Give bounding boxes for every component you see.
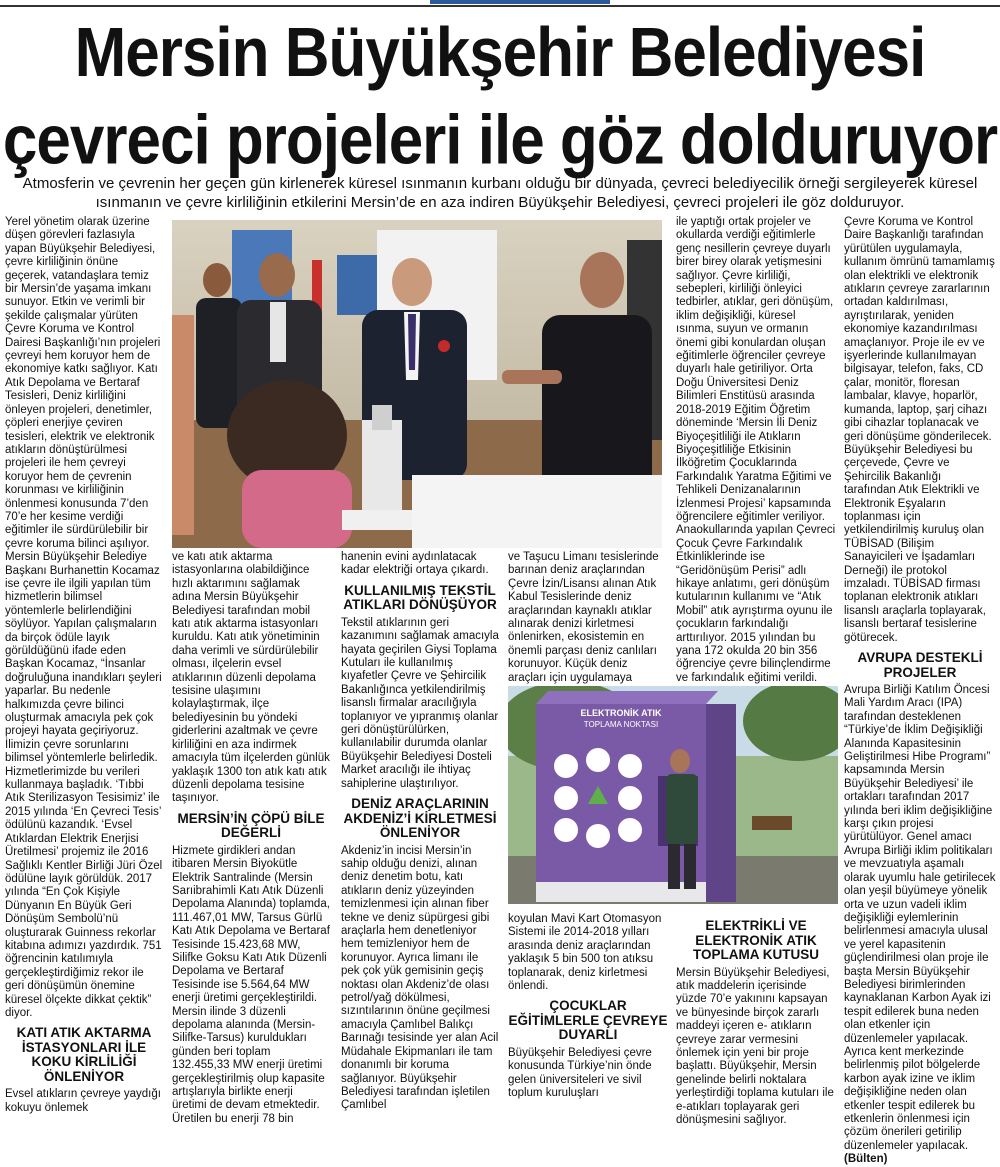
kiosk-sign-line-1: ELEKTRONİK ATIK (580, 708, 662, 718)
column-3-paragraph-1: hanenin evini aydınlatacak kadar elektriği ortaya çıkardı. (341, 551, 489, 577)
photo-ewaste-kiosk-drawing (508, 686, 838, 904)
headline-line-1: Mersin Büyükşehir Belediyesi (74, 14, 926, 92)
column-5-paragraph-2: Mersin Büyükşehir Belediyesi, atık maddelerin içerisinde yüzde 70’e yakınını kapsayan ve bünyesinde birçok zararlı maddeyi içeren e- atıkların çevreye zarar vermesini önlemek için yeni bir proje başlattı. Büyükşehir, Mersin genelinde belirli noktalara yerleştirdiği toplama kutuları ile e-atıkları toplayarak geri dönüşmesini sağlıyor. (676, 966, 834, 1126)
column-3-paragraph-2: Tekstil atıklarının geri kazanımını sağlamak amacıyla hayata geçirilen Giysi Toplama Kutuları ile kullanılmış kıyafetler Çevre ve Şehircilik Bakanlığınca yetkilendirilmiş lisanslı firmalar aracılığıyla toplanıyor ve yıpranmış olanlar geri dönüştürülürken, kullanılabilir durumda olanlar Büyükşehir Belediyesi Dosteli Market aracılığı ile ihtiyaç sahiplerine ulaştırılıyor. (341, 616, 499, 790)
column-1-subheading: KATI ATIK AKTARMA İSTASYONLARI İLE KOKU KİRLİLİĞİ ÖNLENİYOR (16, 1025, 152, 1084)
top-rule (0, 0, 1000, 10)
lead-paragraph: Atmosferin ve çevrenin her geçen gün kirlenerek küresel ısınmanın kurbanı olduğu bir dünyada, çevreci belediyecilik örneği sergileyerek küresel ısınmanın ve çevre kirliliğinin etkilerini Mersin’de en aza indiren Büyükşehir Belediyesi, çevreci projeleri ile göz dolduruyor. (22, 175, 978, 211)
column-2-subheading: MERSİN’İN ÇÖPÜ BİLE DEĞERLİ (177, 810, 325, 841)
column-2-paragraph-1: ve katı atık aktarma istasyonlarına olabildiğince hızlı aktarımını sağlamak adına Mersin Büyükşehir Belediyesi tarafından mobil katı atık aktarma istasyonları kuruldu. Katı atık yönetiminin daha verimli ve sürdürülebilir olması, ilçelerin evsel atıklarının düzenli depolama tesisine ulaşımını kolaylaştırmak, ilçe belediyesinin bu yöndeki giderlerini azaltmak ve çevre kirliliğini en aza indirmek amacıyla tüm ilçelerden günlük yaklaşık 1300 ton atık katı atık düzenli depolama tesisine taşınıyor. (172, 551, 330, 805)
kiosk-sign-line-2: TOPLAMA NOKTASI (583, 720, 659, 729)
byline-signature: (Bülten) (844, 1153, 888, 1166)
column-4-paragraph-2: koyulan Mavi Kart Otomasyon Sistemi ile 2014-2018 yılları arasında deniz araçlarından yaklaşık 5 bin 500 ton atıksu toplanarak, deniz kirletmesi önlendi. (508, 913, 662, 993)
column-4-paragraph-3: Büyükşehir Belediyesi çevre konusunda Türkiye’nin önde gelen üniversiteleri ve sivil toplum kuruluşları (508, 1046, 652, 1100)
column-3-subheading-2: DENİZ ARAÇLARININ AKDENİZ’İ KİRLETMESİ ÖNLENİYOR (343, 796, 497, 841)
column-6-paragraph-2: Avrupa Birliği Katılım Öncesi Mali Yardım Aracı (IPA) tarafından desteklenen “Türkiye’de İklim Değişikliği Alanında Kapasitesinin Geliştirilmesi Hibe Programı” kapsamında Mersin Büyükşehir Belediyesi’ ile ortakları tarafından 2017 yılında beri iklim değişikliğine karşı çıkın projesi yürütülüyor. Genel amacı Avrupa Birliği iklim politikaları ve mevzuatıyla aşamalı olarak uyumlu hale getirilecek olan yeşil büyümeye yönelik orta ve uzun vadeli iklim değişikliği eylemlerinin belirlenmesi amacıyla ulusal ve yerel kapasitenin güçlendirilmesi olan proje ile başta Mersin Büyükşehir Belediyesi birimlerinden kaynaklanan Karbon Ayak izi tespit edilerek buna neden olan etkenler için düzenlemeler yapılacak. Ayrıca kent merkezinde belirlenmiş pilot bölgelerde karbon ayak izine ve iklim değişikliğine neden olan etkenler tespit edilerek bu etkenlerin önlenmesi için çözüm önerileri getirilip düzenlemeler yapılacak. (844, 684, 996, 1152)
column-6-paragraph-1: Çevre Koruma ve Kontrol Daire Başkanlığı tarafından yürütülen uygulamayla, kullanım ömrünü tamamlamış olan elektrikli ve elektronik atıkların çevreye zararlarının ortadan kaldırılması, ayrıştırılarak, yeniden ekonomiye kazandırılması amaçlanıyor. Proje ile ev ve işyerlerinde kullanılmayan bilgisayar, telefon, faks, CD çalar, monitör, floresan lambalar, klavye, hoparlör, kumanda, laptop, şarj cihazı gibi cihazlar toplanacak ve geri dönüşüme gönderilecek. Büyükşehir Belediyesi bu çerçevede, Çevre ve Şehircilik Bakanlığı tarafından Atık Elektrikli ve Elektronik Eşyaların toplanması için yetkilendirilmiş kuruluş olan TÜBİSAD (Bilişim Sanayicileri ve İşadamları Derneği) ile protokol imzaladı. TÜBİSAD firması toplanan elektronik atıkları lisanslı araçlarla toplayarak, lisanslı bertaraf tesislerine götürecek. (844, 216, 995, 644)
column-3-subheading-1: KULLANILMIŞ TEKSTİL ATIKLARI DÖNÜŞÜYOR (343, 582, 497, 613)
headline-line-2: çevreci projeleri ile göz dolduruyor (2, 101, 998, 180)
column-6 (844, 216, 996, 1167)
photo-ewaste-kiosk (508, 686, 838, 904)
headline (0, 10, 1000, 185)
column-5 (676, 216, 836, 685)
column-1-paragraph-2: Evsel atıkların çevreye yaydığı kokuyu önlemek (5, 1088, 161, 1114)
photo-officials-microscope (172, 220, 662, 548)
column-3 (341, 551, 499, 1113)
column-4 (508, 551, 668, 685)
column-6-subheading: AVRUPA DESTEKLİ PROJELER (857, 650, 983, 680)
top-rule-tab (430, 0, 610, 4)
column-2 (172, 551, 330, 1126)
column-2-paragraph-2: Hizmete girdikleri andan itibaren Mersin Biyokütle Elektrik Santralinde (Mersin Sarıibrahimli Katı Atık Düzenli Depolama Alanında) toplamda, 111.467,01 MW, Tarsus Gürlü Katı Atık Depolama ve Bertaraf Tesisinde 15.423,68 MW, Silifke Goksu Katı Atık Düzenli Depolama ve Bertaraf Tesisinde ise 5.564,64 MW enerji üretimi gerçekleştirildi. Mersin ilinde 3 düzenli depolama alanında (Mersin-Silifke-Tarsus) kuruldukları günden beri toplam 132.455,33 MW enerji üretimi gerçekleştirilmiş olup kapasite artışlarıyla birlikte enerji üretimi de devam etmektedir. Üretilen bu enerji 78 bin (172, 844, 330, 1125)
photo-officials-microscope-drawing (172, 220, 662, 548)
column-1-paragraph-1: Yerel yönetim olarak üzerine düşen görevleri fazlasıyla yapan Büyükşehir Belediyesi, çevre kirliliğinin önüne geçerek, vatandaşlara temiz bir Mersin’de yaşama imkanı sunuyor. Etkin ve verimli bir şekilde çalışmalar yürüten Çevre Koruma ve Kontrol Dairesi Başkanlığı’nın projeleri çevreyi hem koruyor hem de ekonomiye katkı sağlıyor. Katı Atık Depolama ve Bertaraf Tesisleri, Deniz kirliliğini önleyen projeleri, denetimler, çöpleri enerjiye çeviren tesisleri, elektrik ve elektronik atıkların dönüştürülmesi projeleri ile hem çevreyi koruyor hem de çevrenin korunması ve kirliliğinin önlenmesi konusunda 7’den 70’e her kesime verdiği eğitimler ile sürdürülebilir bir çevre koruma bilinci aşılıyor. Mersin Büyükşehir Belediye Başkanı Burhanettin Kocamaz ise çevre ile ilgili yapılan tüm hizmetlerin bilimsel yöntemlerle belirlendiğini söylüyor. Yapılan çalışmaların da birçok ödüle layık görüldüğünü ifade eden Başkan Kocamaz, “İnsanlar doğruluğuna inandıkları şeyleri yaparlar. Bu nedenle halkımızda çevre bilinci oluşturmak amacıyla pek çok projeyi hayata geçiriyoruz. İlimizin çevre sorunlarını bilimsel yöntemlerle belirledik. Hizmetlerimizde bu verileri kullanmaya başladık. ‘Tıbbi Atık Sterilizasyon Tesisimiz’ ile 2015 yılında ‘En Çevreci Tesis’ ödülünü kazandık. ‘Evsel Atıklardan Elektrik Enerjisi Üretilmesi’ projemiz ile 2016 Sağlıklı Kentler Birliği Jüri Özel ödülüne layık görüldük. 2017 yılında “En Çok Kişiyle Dünyanın En Büyük Geri Dönüşüm Sembolü’nü oluşturarak Guinness rekorlar kitabına adımızı yazdırdık. 751 öğrencinin katılımıyla gerçekleştirdiğimiz rekor ile geri dönüşümün önemine küresel ölçekte dikkat çektik” diyor. (5, 216, 163, 1019)
column-3-paragraph-3: Akdeniz’in incisi Mersin’in sahip olduğu denizi, alınan deniz denetim botu, katı atıkların deniz yüzeyinden temizlenmesi için alınan fiber tekne ve deniz süpürgesi gibi araçlarla hem denetleniyor hem temizleniyor hem de korunuyor. Ayrıca limanı ile pek çok yük gemisinin geçiş noktası olan Akdeniz’de olası petrol/yağ dökülmesi, sızıntılarının önüne geçilmesi amacıyla Çamlıbel Balıkçı Barınağı tesisinde yer alan Acil Müdahale Ekipmanları ile tam donanımlı bir koruma sağlanıyor. Büyükşehir Belediyesi tarafından işletilen Çamlıbel (341, 844, 499, 1112)
column-5-paragraph-1: ile yaptığı ortak projeler ve okullarda verdiği eğitimlerle genç nesillerin çevreye duyarlı birer birey olarak yetişmesini sağlıyor. Çevre kirliliği, sebepleri, kirliliği önleyici tedbirler, atıklar, geri dönüşüm, iklim değişikliği, küresel ısınma, suyun ve ormanın önemi gibi konulardan oluşan eğitimlerle öğrenciler çevreye duyarlı hale getiriliyor. Orta Doğu Üniversitesi Deniz Bilimleri Enstitüsü arasında 2018-2019 Eğitim Öğretim döneminde ‘Mersin İli Deniz Biyoçeşitliliği ile Atıkların Biyoçeşitliliğe Etkisinin İlköğretim Çocuklarında Farkındalık Yaratma Eğitimi ve Tehlikeli Denizanalarının İzlenmesi Projesi’ kapsamında öğrencilere eğitimler veriliyor. Anaokullarında yapılan Çevreci Çocuk Çevre Farkındalık Etkinliklerinde ise “Geridönüşüm Perisi” adlı hikaye anlatımı, geri dönüşüm kutularının kullanımı ve “Atık Mobil” atık ayrıştırma oyunu ile çocukların farkındalığı arttırılıyor. 2015 yılından bu yana 172 okulda 20 bin 356 öğrenciye çevre bilinçlendirme ve farkındalık eğitimi verildi. (676, 216, 836, 684)
column-4-lower (508, 913, 668, 1101)
column-4-subheading: ÇOCUKLAR EĞİTİMLERLE ÇEVREYE DUYARLI (508, 998, 668, 1043)
column-1 (5, 216, 163, 1115)
column-5-subheading: ELEKTRİKLİ VE ELEKTRONİK ATIK TOPLAMA KUTUSU (693, 918, 819, 962)
column-5-lower (676, 913, 836, 1127)
top-rule-line (0, 5, 1000, 7)
column-4-paragraph-1: ve Taşucu Limanı tesislerinde barınan deniz araçlarından Çevre İzin/Lisansı alınan Atık Kabul Tesislerinde deniz araçlarından kaynaklı atıklar alınarak denizi kirletmesi önlenirken, ekosistemin en önemli parçası deniz canlıları korunuyor. Küçük deniz araçları için uygulamaya (508, 551, 659, 684)
